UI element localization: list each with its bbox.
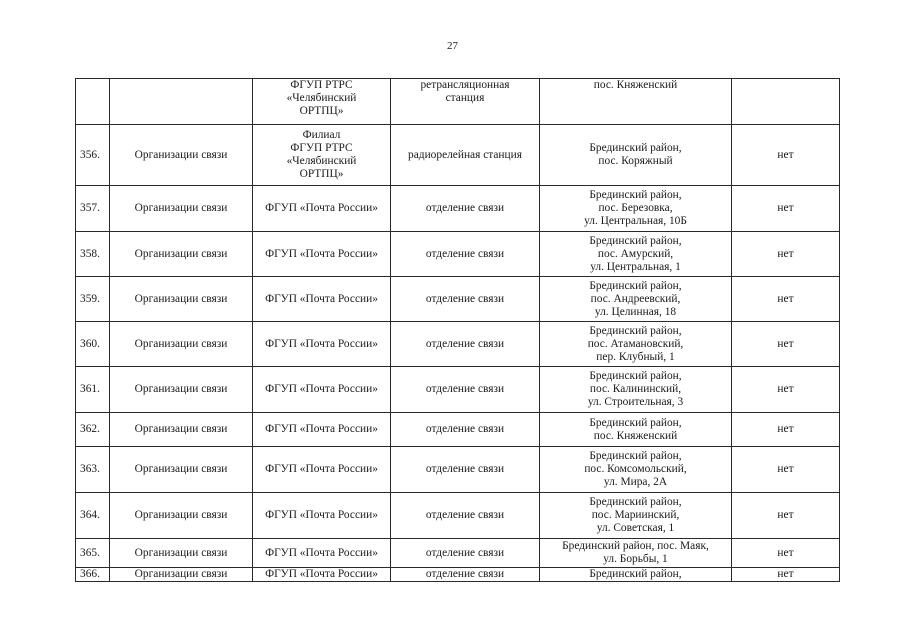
category-cell: Организации связи xyxy=(110,186,253,232)
table-row xyxy=(76,186,840,232)
organization-cell xyxy=(253,79,391,125)
facility-type-cell xyxy=(391,413,540,447)
address-cell-line: ул. Центральная, 1 xyxy=(590,260,681,273)
organization-cell xyxy=(253,367,391,413)
row-number-cell: 363. xyxy=(76,447,110,493)
organization-cell-line: Филиал xyxy=(302,129,341,141)
address-cell-line: пос. Коряжный xyxy=(598,155,673,167)
facility-type-cell-line: отделение связи xyxy=(425,383,505,395)
facility-type-cell-line: отделение связи xyxy=(425,202,505,214)
mark-cell: нет xyxy=(732,277,840,322)
facility-type-cell-line: отделение связи xyxy=(425,247,505,260)
address-cell-line: пос. Калининский, xyxy=(589,383,682,395)
row-number-cell: 357. xyxy=(76,186,110,232)
category-cell xyxy=(110,79,253,125)
address-cell-line: ул. Советская, 1 xyxy=(596,522,675,534)
organization-cell xyxy=(253,493,391,539)
address-cell-line: пос. Княженский xyxy=(593,429,678,442)
row-number-cell: 366. xyxy=(76,568,110,582)
mark-cell: нет xyxy=(732,413,840,447)
mark-cell xyxy=(732,79,840,125)
organization-cell-line: ФГУП «Почта России» xyxy=(265,337,378,350)
address-cell-line: пос. Комсомольский, xyxy=(584,463,687,475)
mark-cell: нет xyxy=(732,539,840,568)
address-cell-line: ул. Центральная, 10Б xyxy=(584,215,687,227)
mark-cell: нет xyxy=(732,232,840,277)
facilities-table xyxy=(75,78,840,582)
facility-type-cell-line: станция xyxy=(445,92,485,104)
address-cell-line: пер. Клубный, 1 xyxy=(596,350,675,363)
table-row xyxy=(76,232,840,277)
organization-cell xyxy=(253,539,391,568)
facility-type-cell-line: ретрансляционная xyxy=(420,79,510,91)
address-cell xyxy=(540,232,732,277)
organization-cell-line: ФГУП «Почта России» xyxy=(265,423,378,435)
mark-cell: нет xyxy=(732,125,840,186)
organization-cell-line: ОРТПЦ» xyxy=(299,105,344,117)
category-cell: Организации связи xyxy=(110,232,253,277)
organization-cell xyxy=(253,447,391,493)
facility-type-cell-line: отделение связи xyxy=(425,568,505,580)
facility-type-cell xyxy=(391,367,540,413)
row-number-cell: 359. xyxy=(76,277,110,322)
page-number: 27 xyxy=(447,40,458,52)
facility-type-cell-line: отделение связи xyxy=(425,546,505,559)
organization-cell-line: ФГУП «Почта России» xyxy=(265,509,378,521)
mark-cell: нет xyxy=(732,447,840,493)
facility-type-cell-line: отделение связи xyxy=(425,337,505,350)
table-row xyxy=(76,125,840,186)
address-cell-line: Брединский район, xyxy=(589,496,682,508)
address-cell xyxy=(540,568,732,582)
address-cell-line: пос. Андреевский, xyxy=(590,292,681,305)
organization-cell-line: ФГУП «Почта России» xyxy=(265,568,378,580)
organization-cell xyxy=(253,277,391,322)
table-row xyxy=(76,79,840,125)
table-row xyxy=(76,539,840,568)
organization-cell-line: ФГУП «Почта России» xyxy=(265,202,378,214)
category-cell: Организации связи xyxy=(110,367,253,413)
organization-cell xyxy=(253,322,391,367)
category-cell: Организации связи xyxy=(110,322,253,367)
row-number-cell: 358. xyxy=(76,232,110,277)
organization-cell xyxy=(253,413,391,447)
address-cell-line: Брединский район, xyxy=(589,189,682,201)
organization-cell-line: «Челябинский xyxy=(286,155,357,167)
facility-type-cell xyxy=(391,186,540,232)
address-cell-line: ул. Целинная, 18 xyxy=(594,305,677,318)
facility-type-cell xyxy=(391,447,540,493)
category-cell: Организации связи xyxy=(110,539,253,568)
address-cell xyxy=(540,125,732,186)
address-cell-line: Брединский район, xyxy=(589,370,682,382)
facility-type-cell xyxy=(391,125,540,186)
mark-cell: нет xyxy=(732,493,840,539)
address-cell-line: Брединский район, xyxy=(589,450,682,462)
address-cell xyxy=(540,447,732,493)
facility-type-cell xyxy=(391,79,540,125)
address-cell-line: Брединский район, xyxy=(589,279,682,292)
category-cell: Организации связи xyxy=(110,413,253,447)
category-cell: Организации связи xyxy=(110,277,253,322)
table-row xyxy=(76,447,840,493)
organization-cell-line: ФГУП «Почта России» xyxy=(265,383,378,395)
facility-type-cell xyxy=(391,232,540,277)
address-cell xyxy=(540,539,732,568)
organization-cell-line: ФГУП «Почта России» xyxy=(265,292,378,305)
row-number-cell: 361. xyxy=(76,367,110,413)
address-cell xyxy=(540,413,732,447)
address-cell xyxy=(540,79,732,125)
address-cell-line: Брединский район, xyxy=(589,416,682,429)
address-cell xyxy=(540,277,732,322)
organization-cell xyxy=(253,232,391,277)
row-number-cell: 364. xyxy=(76,493,110,539)
organization-cell-line: ФГУП РТРС xyxy=(290,79,353,91)
address-cell-line: ул. Строительная, 3 xyxy=(587,396,684,408)
address-cell-line: Брединский район, xyxy=(589,142,682,154)
organization-cell-line: ФГУП «Почта России» xyxy=(265,463,378,475)
table-row xyxy=(76,568,840,582)
facility-type-cell xyxy=(391,277,540,322)
facility-type-cell-line: отделение связи xyxy=(425,423,505,435)
mark-cell: нет xyxy=(732,186,840,232)
address-cell-line: пос. Атамановский, xyxy=(587,337,684,350)
address-cell-line: пос. Березовка, xyxy=(598,202,673,214)
category-cell: Организации связи xyxy=(110,493,253,539)
row-number-cell: 365. xyxy=(76,539,110,568)
organization-cell-line: ОРТПЦ» xyxy=(299,168,344,180)
facility-type-cell-line: отделение связи xyxy=(425,292,505,305)
table-row xyxy=(76,413,840,447)
mark-cell: нет xyxy=(732,367,840,413)
table-row xyxy=(76,277,840,322)
organization-cell-line: «Челябинский xyxy=(286,92,357,104)
address-cell xyxy=(540,367,732,413)
address-cell xyxy=(540,493,732,539)
address-cell xyxy=(540,186,732,232)
address-cell-line: пос. Княженский xyxy=(593,79,678,91)
organization-cell xyxy=(253,125,391,186)
facility-type-cell xyxy=(391,539,540,568)
organization-cell xyxy=(253,186,391,232)
facility-type-cell xyxy=(391,568,540,582)
address-cell-line: Брединский район, xyxy=(589,568,682,580)
facility-type-cell xyxy=(391,493,540,539)
address-cell-line: ул. Борьбы, 1 xyxy=(603,553,668,565)
row-number-cell: 362. xyxy=(76,413,110,447)
address-cell-line: ул. Мира, 2А xyxy=(603,476,668,488)
table-row xyxy=(76,493,840,539)
address-cell xyxy=(540,322,732,367)
table-row xyxy=(76,322,840,367)
facility-type-cell-line: радиорелейная станция xyxy=(408,148,522,161)
organization-cell-line: ФГУП РТРС xyxy=(290,142,353,154)
address-cell-line: Брединский район, xyxy=(589,234,682,247)
organization-cell-line: ФГУП «Почта России» xyxy=(265,247,378,260)
table-row xyxy=(76,367,840,413)
facility-type-cell-line: отделение связи xyxy=(425,463,505,475)
category-cell: Организации связи xyxy=(110,447,253,493)
category-cell: Организации связи xyxy=(110,568,253,582)
address-cell-line: Брединский район, пос. Маяк, xyxy=(562,540,709,552)
row-number-cell: 360. xyxy=(76,322,110,367)
organization-cell xyxy=(253,568,391,582)
facility-type-cell xyxy=(391,322,540,367)
row-number-cell xyxy=(76,79,110,125)
row-number-cell: 356. xyxy=(76,125,110,186)
address-cell-line: Брединский район, xyxy=(589,324,682,337)
address-cell-line: пос. Амурский, xyxy=(597,247,674,260)
address-cell-line: пос. Мариинский, xyxy=(591,509,680,521)
mark-cell: нет xyxy=(732,568,840,582)
facility-type-cell-line: отделение связи xyxy=(425,509,505,521)
organization-cell-line: ФГУП «Почта России» xyxy=(265,546,378,559)
category-cell: Организации связи xyxy=(110,125,253,186)
mark-cell: нет xyxy=(732,322,840,367)
